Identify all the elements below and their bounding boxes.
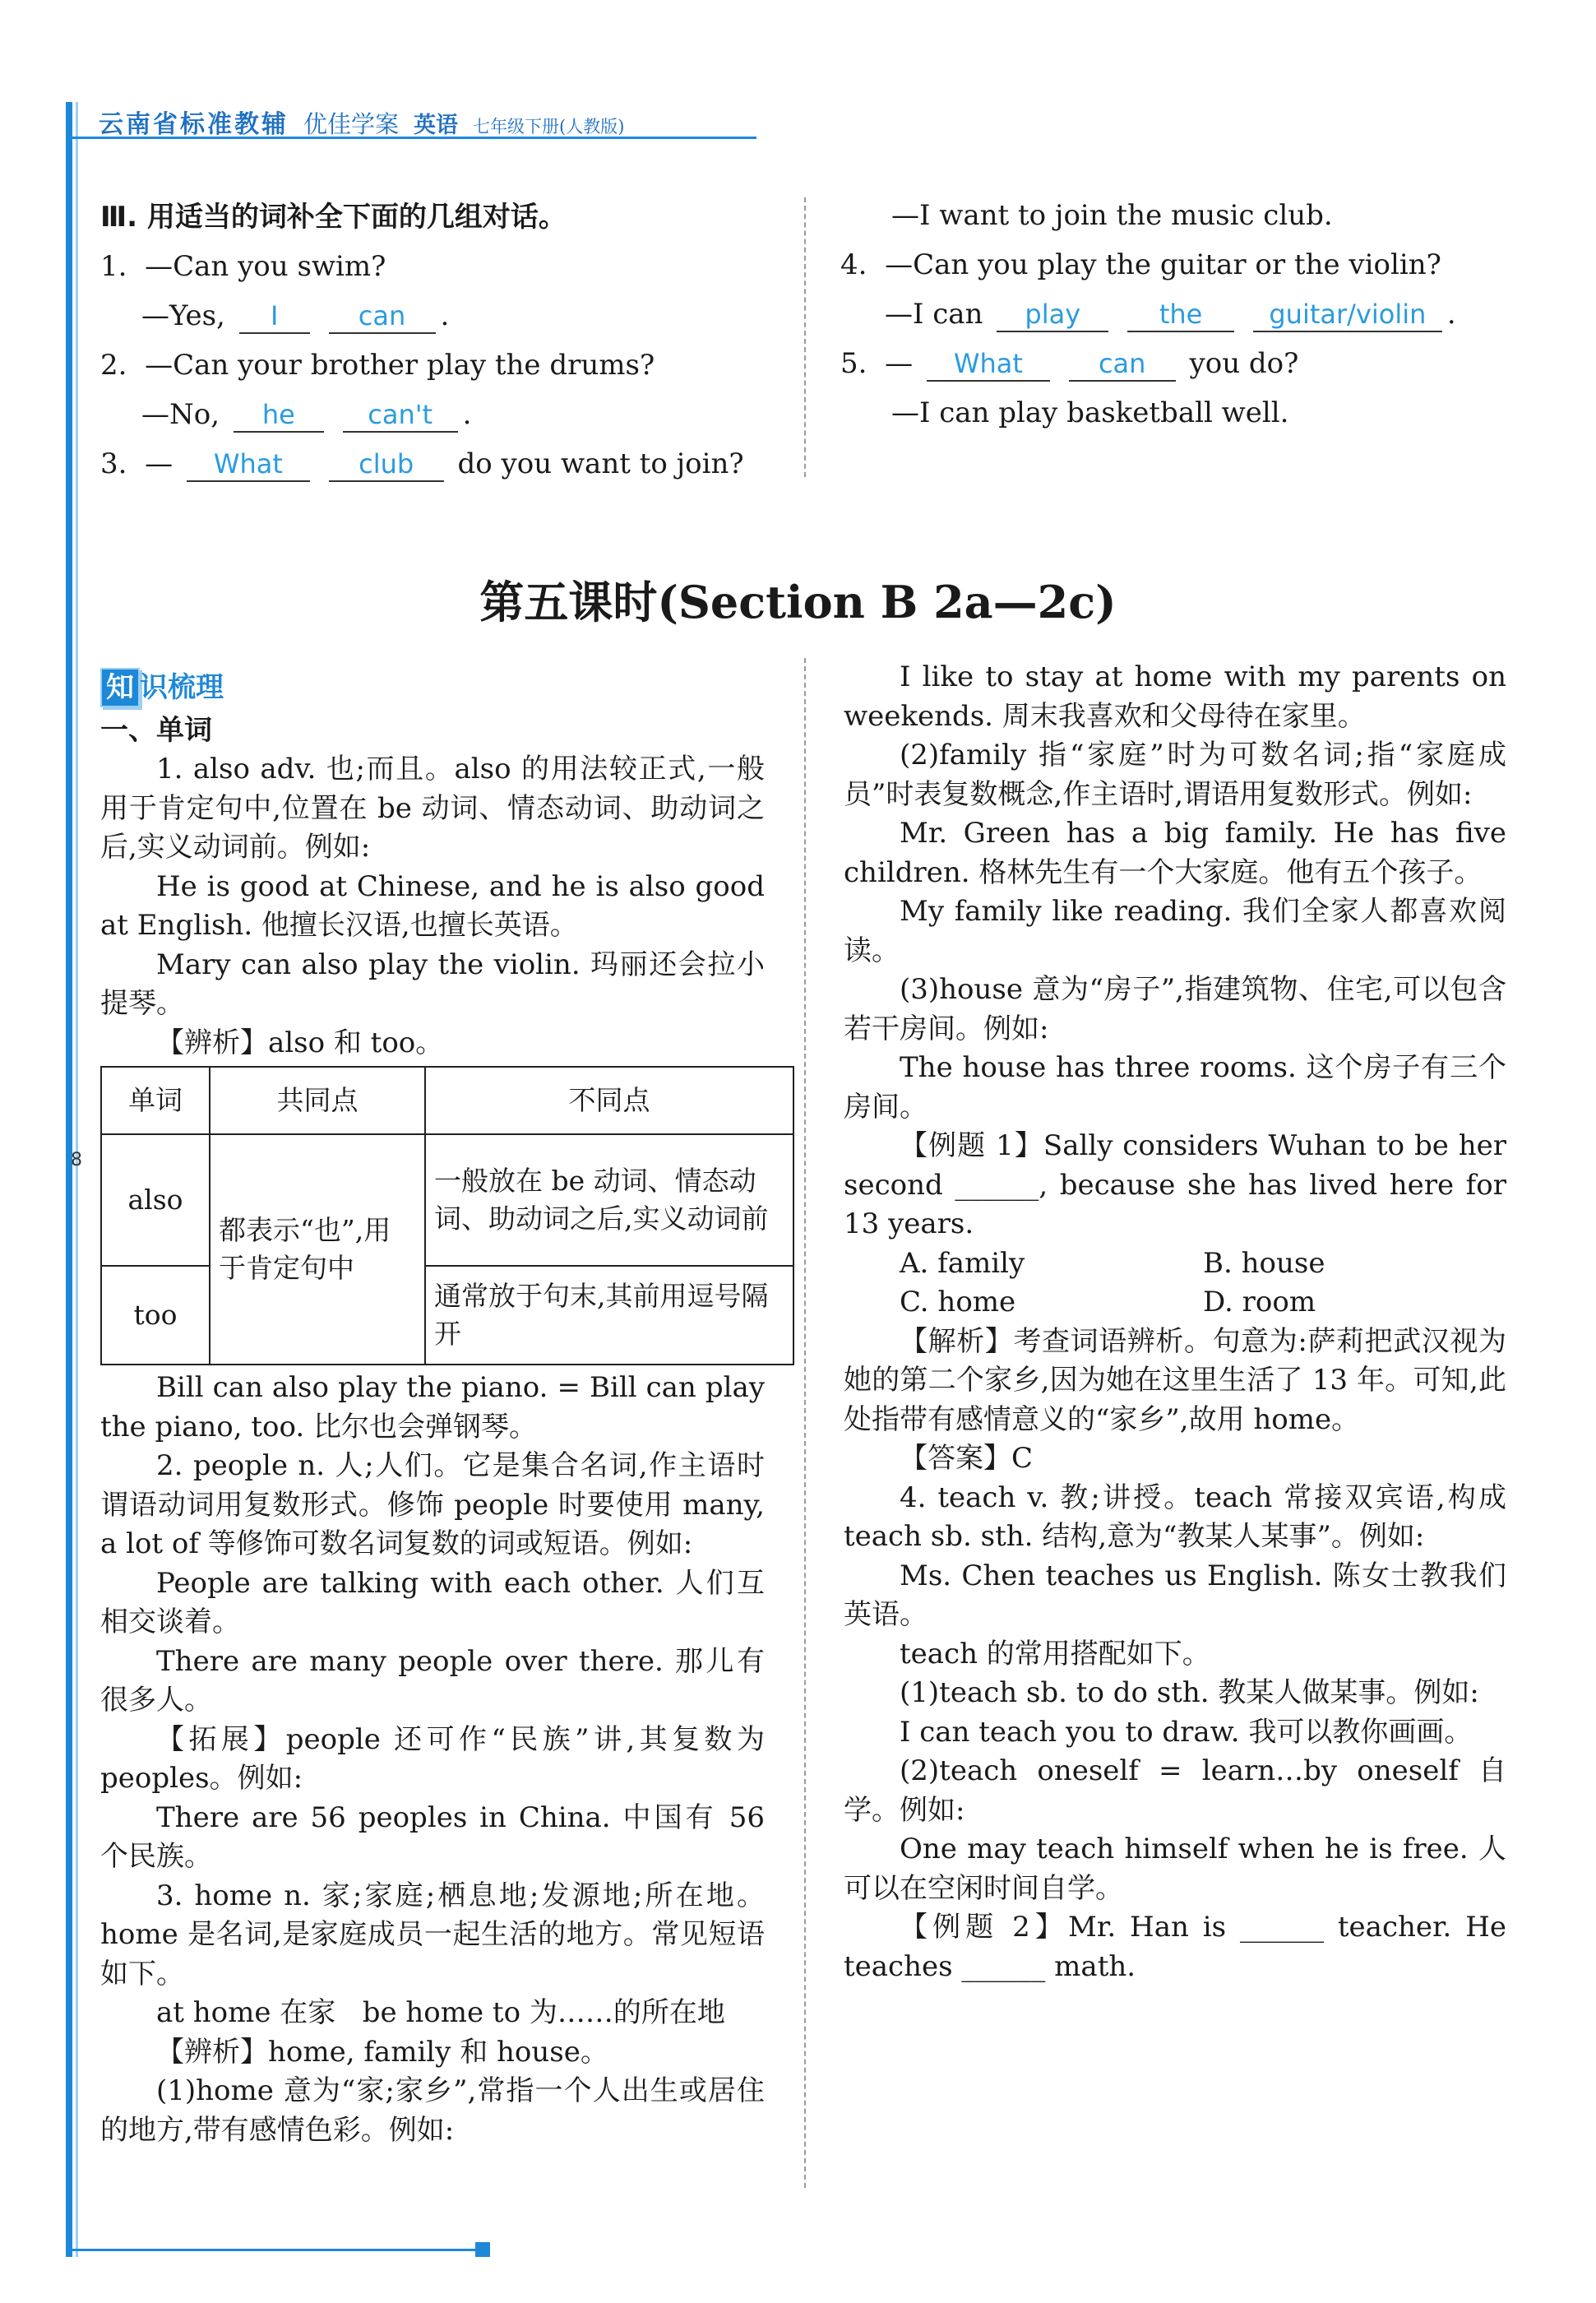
q2-blank-2: can't [343, 398, 458, 433]
table-row-word: also [101, 1134, 210, 1266]
family-example-1: Mr. Green has a big family. He has five children. 格林先生有一个大家庭。他有五个孩子。 [844, 817, 1506, 889]
people-example-3: There are 56 peoples in China. 中国有 56 个民族。 [100, 1800, 765, 1873]
knowledge-heading [100, 668, 765, 708]
exercise3-left [100, 192, 791, 489]
table-row-diff: 通常放于句末,其前用逗号隔开 [425, 1266, 793, 1365]
q4-answer: —I can play the guitar/violin . [885, 298, 1456, 331]
example-1-options-row-2 [844, 1283, 1506, 1323]
also-example-3: Bill can also play the piano. = Bill can play the piano, too. 比尔也会弹钢琴。 [100, 1371, 765, 1443]
option-c: C. home [900, 1286, 1016, 1318]
q5-question: 5. — What can you do? [840, 347, 1299, 380]
table-common-cell: 都表示“也”,用于肯定句中 [210, 1134, 425, 1365]
q3-blank-1: What [187, 447, 310, 482]
grade-info: 七年级下册(人教版) [473, 117, 625, 137]
exercise3-title: Ⅲ. 用适当的词补全下面的几组对话。 [100, 201, 567, 234]
also-example-2: Mary can also play the violin. 玛丽还会拉小提琴。 [100, 948, 765, 1020]
q2-answer: —No, he can't . [141, 398, 472, 431]
q3-question: 3. — What club do you want to join? [100, 447, 744, 480]
footer-marker [475, 2242, 490, 2257]
people-example-2: There are many people over there. 那儿有很多人。 [100, 1644, 765, 1717]
series-name: 云南省标准教辅 [99, 110, 289, 139]
q3-reply: —I want to join the music club. [891, 199, 1333, 232]
people-extension: 【拓展】people 还可作“民族”讲,其复数为 peoples。例如: [100, 1722, 765, 1795]
q4-blank-3: guitar/violin [1253, 298, 1442, 332]
house-sense: (3)house 意为“房子”,指建筑物、住宅,可以包含若干房间。例如: [844, 973, 1506, 1045]
footer-rule [66, 2249, 477, 2251]
option-d: D. room [1203, 1286, 1316, 1318]
running-header [99, 104, 624, 140]
column-divider-top [804, 197, 806, 477]
example-1-analysis: 【解析】考查词语辨析。句意为:萨莉把武汉视为她的第二个家乡,因为她在这里生活了 13 年。可知,此处指带有感情意义的“家乡”,故用 home。 [844, 1324, 1506, 1436]
subject-name: 英语 [414, 113, 459, 138]
knowledge-badge: 知 [100, 668, 140, 707]
family-sense: (2)family 指“家庭”时为可数名词;指“家庭成员”时表复数概念,作主语时,谓语用复数形式。例如: [844, 739, 1506, 811]
teach-example-1: Ms. Chen teaches us English. 陈女士教我们英语。 [844, 1559, 1506, 1631]
knowledge-right [844, 658, 1506, 1986]
teach-usage-2: (2)teach oneself = learn…by oneself 自学。例如: [844, 1754, 1506, 1827]
q5-reply: —I can play basketball well. [891, 396, 1289, 429]
word-people: 2. people n. 人;人们。它是集合名词,作主语时谓语动词用复数形式。修饰 people 时要使用 many, a lot of 等修饰可数名词复数的词或短语。例如: [100, 1449, 765, 1560]
teach-usage-1-example: I can teach you to draw. 我可以教你画画。 [900, 1715, 1473, 1749]
q1-blank-2: can [329, 299, 436, 334]
teach-usage-2-example: One may teach himself when he is free. 人可以在空闲时间自学。 [844, 1833, 1506, 1905]
left-edge-line [76, 102, 78, 2257]
q5-blank-2: can [1069, 347, 1176, 382]
left-edge-bar [66, 102, 72, 2257]
table-header-common: 共同点 [210, 1067, 425, 1134]
people-example-1: People are talking with each other. 人们互相交谈着。 [100, 1566, 765, 1638]
example-1-question: 【例题 1】Sally considers Wuhan to be her second ______, because she has lived here for 13 years. [844, 1129, 1506, 1240]
words-heading: 一、单词 [100, 713, 212, 747]
table-row-word: too [101, 1266, 210, 1365]
option-b: B. house [1203, 1246, 1325, 1280]
q4-blank-1: play [997, 298, 1108, 332]
book-name: 优佳学案 [303, 110, 400, 138]
q2-blank-1: he [234, 398, 324, 433]
example-1-answer: 【答案】C [900, 1442, 1034, 1475]
page-number: 8 [71, 1150, 82, 1170]
also-too-table [100, 1066, 794, 1365]
example-1-options-row-1 [844, 1244, 1506, 1284]
teach-usage-1: (1)teach sb. to do sth. 教某人做某事。例如: [900, 1676, 1479, 1709]
q1-blank-1: I [239, 299, 310, 334]
word-teach: 4. teach v. 教;讲授。teach 常接双宾语,构成 teach sb. sth. 结构,意为“教某人某事”。例如: [844, 1480, 1506, 1553]
family-example-2: My family like reading. 我们全家人都喜欢阅读。 [844, 895, 1506, 967]
q5-blank-1: What [927, 347, 1050, 382]
lesson-title: 第五课时(Section B 2a—2c) [479, 576, 1117, 628]
option-a: A. family [900, 1246, 1025, 1280]
q4-blank-2: the [1127, 298, 1234, 332]
teach-phrases: teach 的常用搭配如下。 [900, 1637, 1210, 1670]
table-header-word: 单词 [101, 1067, 210, 1134]
word-also: 1. also adv. 也;而且。also 的用法较正式,一般用于肯定句中,位置在 be 动词、情态动词、助动词之后,实义动词前。例如: [100, 753, 765, 864]
q2-question: 2. —Can your brother play the drums? [100, 349, 655, 382]
home-phrases: at home 在家 be home to 为……的所在地 [156, 1996, 725, 2029]
knowledge-title: 识梳理 [140, 671, 224, 704]
home-note: 【辨析】home, family 和 house。 [156, 2035, 608, 2069]
knowledge-left [100, 668, 769, 2150]
q1-answer: —Yes, I can . [141, 299, 450, 332]
home-sense-1: (1)home 意为“家;家乡”,常指一个人出生或居住的地方,带有感情色彩。例如: [100, 2074, 765, 2147]
house-example: The house has three rooms. 这个房子有三个房间。 [844, 1051, 1506, 1124]
column-divider-main [804, 658, 806, 2188]
q3-blank-2: club [329, 447, 444, 482]
home-example: I like to stay at home with my parents on weekends. 周末我喜欢和父母待在家里。 [844, 660, 1506, 733]
example-2-question: 【例题 2】Mr. Han is ______ teacher. He teaches ______ math. [844, 1911, 1506, 1983]
q4-question: 4. —Can you play the guitar or the violin? [840, 248, 1441, 281]
word-home: 3. home n. 家;家庭;栖息地;发源地;所在地。home 是名词,是家庭成员一起生活的地方。常见短语如下。 [100, 1879, 765, 1990]
table-row-diff: 一般放在 be 动词、情态动词、助动词之后,实义动词前 [425, 1134, 793, 1266]
table-header-diff: 不同点 [425, 1067, 793, 1134]
exercise3-right [840, 191, 1515, 438]
q1-question: 1. —Can you swim? [100, 250, 386, 283]
also-too-note: 【辨析】also 和 too。 [156, 1026, 444, 1059]
also-example-1: He is good at Chinese, and he is also good at English. 他擅长汉语,也擅长英语。 [100, 869, 765, 942]
